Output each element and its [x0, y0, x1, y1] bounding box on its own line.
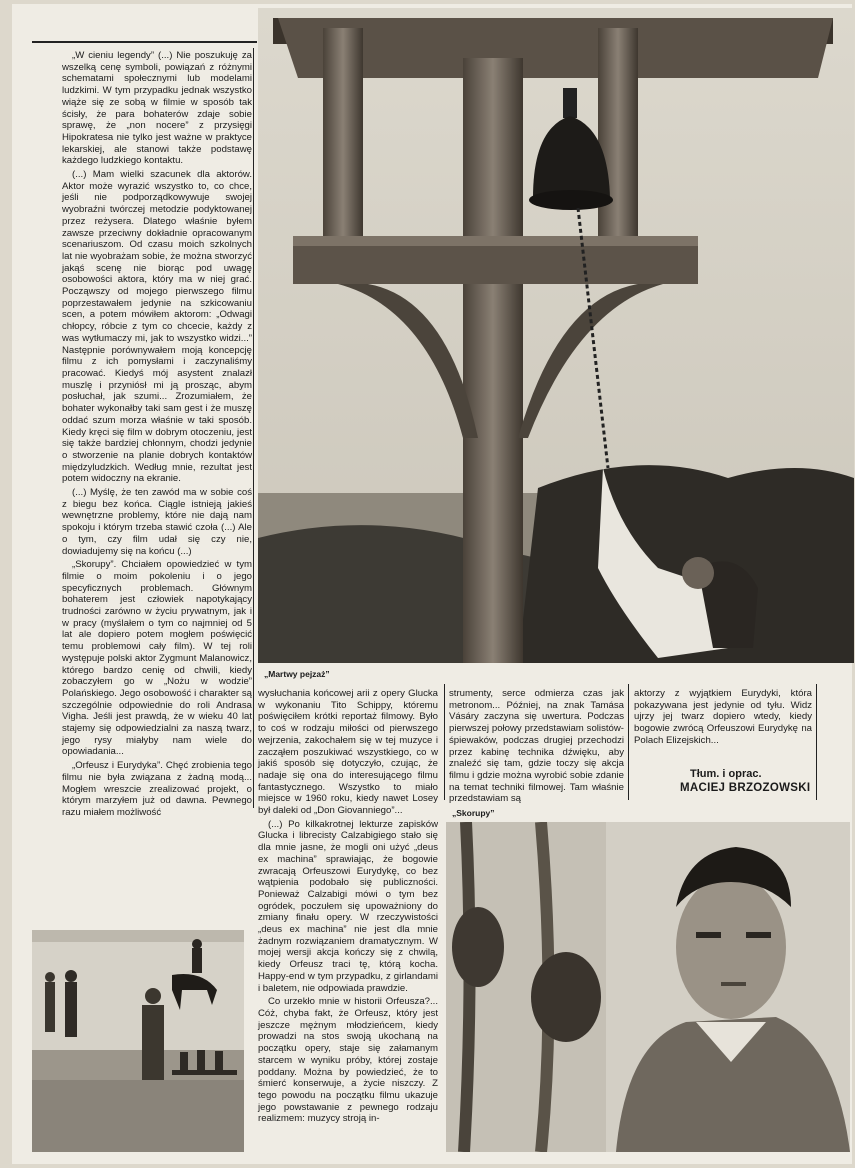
top-rule [32, 41, 257, 43]
paragraph: aktorzy z wyjątkiem Eurydyki, która pokazywana jest jedynie od tyłu. Widz ujrzy jej twarz dopiero wtedy, kiedy bogowie zwrócą Orfeuszowi Eurydykę na Polach Elizejskich... [634, 688, 812, 746]
article-column-3 [449, 688, 624, 807]
bell-photo-caption: „Martwy pejzaż” [264, 669, 330, 679]
column-divider [444, 684, 445, 800]
bell-tower-photo [258, 8, 854, 663]
paragraph: „Skorupy”. Chciałem opowiedzieć w tym filmie o moim pokoleniu i o jego specyficznych problemach. Głównym bohaterem jest człowiek napotykający trudności zarówno w życiu prywatnym, jak i w pracy (myślałem o tym co najmniej od 5 lat ale dopiero potem mogłem poświęcić temu problemowi cały film). W tej roli występuje polski aktor Zygmunt Malanowicz, którego bardzo cenię od chwili, kiedy zobaczyłem go w „Nożu w wodzie” Polańskiego. Jego osobowość i charakter są szczególnie odpowiednie do roli Andrasa Vigha. Jeśli jest prawdą, że w wieku 40 lat stajemy się odpowiedzialni za naszą twarz, jego rysy miałyby nam wiele do opowiadania... [62, 559, 252, 758]
article-column-4 [634, 688, 812, 749]
column-divider [628, 684, 629, 800]
paragraph: Co urzekło mnie w historii Orfeusza?... Cóż, chyba fakt, że Orfeusz, który jest jeszcze mężnym młodzieńcem, kiedy prowadzi na stos swoją ukochaną na początku opery, staje się załamanym starcem w wyniku próby, której zostaje poddany. Można by powiedzieć, że to śmierć konserwuje, a życie niszczy. Z tego powodu na początku filmu ukazuje jego powstawanie z pewnego rodzaju realizmem: muzycy stroją in- [258, 996, 438, 1125]
paragraph: (...) Myślę, że ten zawód ma w sobie coś z biegu bez końca. Ciągle istnieją jakieś wewnętrzne problemy, które nie dają nam spokoju i którym trzeba stawić czoła (...) Ale o tym, czy film udał się czy nie, dowiadujemy się na końcu (...) [62, 487, 252, 557]
paragraph: „Orfeusz i Eurydyka”. Chęć zrobienia tego filmu nie była związana z żadną modą... Mogłem wreszcie zrealizować projekt, o którym marzyłem już od dawna. Pewnego razu miałem możliwość [62, 760, 252, 818]
paragraph: wysłuchania końcowej arii z opery Glucka w wykonaniu Tito Schippy, któremu poświęciłem krótki reportaż filmowy. Było to coś w rodzaju miłości od pierwszego wejrzenia, zakochałem się w tej muzyce i zacząłem poszukiwać wszystkiego, co w jakiś sposób się dotyczyło, czując, że nadaje się ona do interesującego filmu fantastycznego. Wszystko to miało miejsce w 1960 roku, kiedy nawet Losey był daleki od „Don Giovanniego”... [258, 688, 438, 817]
paragraph: (...) Mam wielki szacunek dla aktorów. Aktor może wyrazić wszystko to, co chce, jeśli nie podporządkowywuje swojej wyobraźni twórczej metodzie podyktowanej przez reżysera. Dlatego właśnie byłem zawsze przeciwny dokładnie opracowanym scenariuszom. Od czasu moich szkolnych lat nie wyobrażam sobie, że można stworzyć jakąś scenę nie biorąc pod uwagę osobowości aktora, który ma w niej grać. Począwszy od mojego pierwszego filmu poprzestawałem jedynie na szkicowaniu scen, a potem mówiłem aktorom: „Odwagi chłopcy, róbcie z tym co chcecie, każdy z was wytłumaczy mi, jak to wszystko widzi...” Następnie porównywałem moją koncepcję filmu z ich pomysłami i zaczynaliśmy pracować. Kiedyś mój asystent znalazł muszlę i przyniósł mi ją prosząc, abym posłuchał, jak szumi... Zrozumiałem, że bohater wykonałby taki sam gest i że muszę oddać szum morza właśnie w taki sposób. Kiedy kręci się film w dobrym otoczeniu, jest się także bardziej chłonnym, chodzi jedynie o stworzenie na planie dobrych kontaktów międzyludzkich. Według mnie, rezultat jest potem widoczny na ekranie. [62, 169, 252, 485]
column-divider [253, 48, 254, 808]
paragraph: „W cieniu legendy” (...) Nie poszukuję za wszelką cenę symboli, powiązań z różnymi schematami społecznymi lub modelami ludzkimi. W tym przypadku jednak wszystko wiąże się ze sobą w filmie w sposób tak ścisły, że para bohaterów zdaje sobie sprawę, że „non nocere” z przysięgi Hipokratesa nie tylko jest ważne w praktyce lekarskiej, ale stanowi także podstawę każdego ludzkiego kontaktu. [62, 50, 252, 167]
paragraph: (...) Po kilkakrotnej lekturze zapisków Glucka i librecisty Calzabigiego stało się dla mnie jasne, że mogli oni użyć „deus ex machina” sprawiając, że bogowie zwracają Orfeuszowi Eurydykę, co bez wątpienia podobało się publiczności. Ponieważ Calzabigi mówi o tym bez ogródek, poczułem się upoważniony do zmiany finału opery. W rzeczywistości „deus ex machina” nie jest dla mnie żadnym rozwiązaniem dramatycznym. W mojej wersji akcja kończy się z chwilą, kiedy Orfeusz traci tę, którą kocha. Happy-end w tym przypadku, z girlandami i baletem, nie odpowiada prawdzie. [258, 818, 438, 994]
man-with-ropes-photo [446, 822, 850, 1152]
article-column-2 [258, 688, 438, 1127]
beach-riders-photo [32, 930, 244, 1152]
column-divider [816, 684, 817, 800]
article-column-1 [62, 50, 252, 821]
translator-credit-label: Tłum. i oprac. [690, 768, 762, 780]
translator-credit-name: MACIEJ BRZOZOWSKI [680, 782, 811, 794]
paragraph: strumenty, serce odmierza czas jak metronom... Później, na znak Tamása Vásáry zaczyna się uwertura. Podczas pierwszej połowy przedstawiam solistów-śpiewaków, podczas drugiej przechodzi przez kabinę technika dźwięku, aby znaleźć się tam, gdzie toczy się akcja filmu i gdzie można wyrobić sobie zdanie na temat techniki filmowej. Tam właśnie przedstawiam są [449, 688, 624, 805]
portrait-photo-caption: „Skorupy” [452, 808, 495, 818]
